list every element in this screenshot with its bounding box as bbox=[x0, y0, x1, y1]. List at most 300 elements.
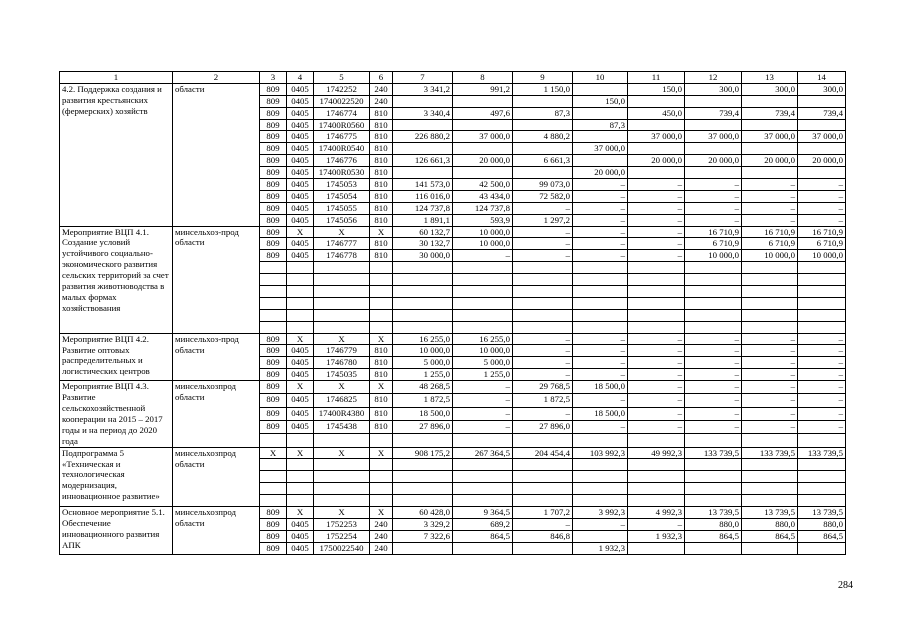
data-cell bbox=[260, 297, 287, 309]
data-cell: – bbox=[742, 381, 798, 394]
data-cell bbox=[798, 297, 846, 309]
data-cell: 1 255,0 bbox=[393, 369, 453, 381]
data-cell bbox=[573, 434, 628, 447]
data-cell: 1746779 bbox=[314, 345, 370, 357]
data-cell bbox=[798, 274, 846, 286]
data-cell: 18 500,0 bbox=[393, 407, 453, 420]
data-cell bbox=[798, 95, 846, 107]
data-cell bbox=[685, 167, 742, 179]
data-cell: – bbox=[685, 214, 742, 226]
data-cell: 1746825 bbox=[314, 394, 370, 407]
data-cell bbox=[370, 286, 393, 298]
data-cell bbox=[287, 495, 314, 507]
data-cell: 809 bbox=[260, 507, 287, 519]
data-cell bbox=[685, 321, 742, 333]
data-cell bbox=[742, 471, 798, 483]
program-name-cell: 4.2. Поддержка создания и развития крестьянских (фермерских) хозяйств bbox=[60, 83, 173, 226]
data-cell bbox=[513, 143, 573, 155]
header-cell: 5 bbox=[314, 72, 370, 84]
data-cell: 809 bbox=[260, 214, 287, 226]
data-cell bbox=[573, 286, 628, 298]
data-cell: 497,6 bbox=[453, 107, 513, 119]
table-row bbox=[60, 83, 846, 95]
data-cell: – bbox=[685, 333, 742, 345]
data-cell bbox=[573, 483, 628, 495]
data-cell: 4 992,3 bbox=[628, 507, 685, 519]
data-cell: 809 bbox=[260, 250, 287, 262]
data-cell: 16 255,0 bbox=[393, 333, 453, 345]
data-cell: 150,0 bbox=[573, 95, 628, 107]
data-cell: 4 880,2 bbox=[513, 131, 573, 143]
data-cell: – bbox=[742, 345, 798, 357]
data-cell: 809 bbox=[260, 167, 287, 179]
data-cell bbox=[742, 542, 798, 554]
program-name-cell: Мероприятие ВЦП 4.3. Развитие сельскохозяйственной кооперации на 2015 – 2017 годы и на период до 2020 года bbox=[60, 381, 173, 447]
data-cell bbox=[742, 434, 798, 447]
data-cell: 240 bbox=[370, 530, 393, 542]
data-cell bbox=[628, 262, 685, 274]
data-cell bbox=[287, 309, 314, 321]
data-cell: – bbox=[685, 369, 742, 381]
data-cell bbox=[393, 321, 453, 333]
data-cell: – bbox=[573, 369, 628, 381]
data-cell: 124 737,8 bbox=[453, 202, 513, 214]
data-cell bbox=[628, 119, 685, 131]
data-cell: 809 bbox=[260, 357, 287, 369]
data-cell: 0405 bbox=[287, 394, 314, 407]
data-cell: 1746778 bbox=[314, 250, 370, 262]
data-cell: 0405 bbox=[287, 202, 314, 214]
data-cell bbox=[370, 262, 393, 274]
data-cell bbox=[314, 459, 370, 471]
data-cell: – bbox=[685, 179, 742, 191]
data-cell: 17400R0540 bbox=[314, 143, 370, 155]
data-cell: 864,5 bbox=[453, 530, 513, 542]
data-cell bbox=[685, 143, 742, 155]
data-cell bbox=[393, 143, 453, 155]
data-cell: 60 428,0 bbox=[393, 507, 453, 519]
data-cell: – bbox=[628, 238, 685, 250]
data-cell: – bbox=[742, 190, 798, 202]
data-cell bbox=[685, 471, 742, 483]
responsible-cell: области bbox=[173, 83, 260, 226]
data-cell: 810 bbox=[370, 250, 393, 262]
data-cell: 1746775 bbox=[314, 131, 370, 143]
data-cell: – bbox=[742, 333, 798, 345]
data-cell bbox=[798, 471, 846, 483]
data-cell: X bbox=[370, 447, 393, 459]
data-cell: 20 000,0 bbox=[742, 155, 798, 167]
data-cell bbox=[685, 119, 742, 131]
data-cell: 880,0 bbox=[685, 518, 742, 530]
data-cell: 116 016,0 bbox=[393, 190, 453, 202]
data-cell bbox=[513, 495, 573, 507]
header-cell: 7 bbox=[393, 72, 453, 84]
data-cell: – bbox=[798, 421, 846, 434]
data-cell: 37 000,0 bbox=[798, 131, 846, 143]
data-cell bbox=[798, 286, 846, 298]
data-cell bbox=[798, 321, 846, 333]
data-cell bbox=[628, 434, 685, 447]
data-cell: 809 bbox=[260, 190, 287, 202]
data-cell: 87,3 bbox=[573, 119, 628, 131]
data-cell bbox=[393, 274, 453, 286]
table-row bbox=[60, 381, 846, 394]
data-cell: 1 297,2 bbox=[513, 214, 573, 226]
data-cell: 17400R0560 bbox=[314, 119, 370, 131]
data-cell: 1 150,0 bbox=[513, 83, 573, 95]
header-cell: 11 bbox=[628, 72, 685, 84]
data-cell bbox=[370, 483, 393, 495]
program-name-cell: Мероприятие ВЦП 4.2. Развитие оптовых распределительных и логистических центров bbox=[60, 333, 173, 381]
data-cell bbox=[314, 309, 370, 321]
data-cell: – bbox=[573, 357, 628, 369]
data-cell: 37 000,0 bbox=[685, 131, 742, 143]
data-cell: X bbox=[287, 447, 314, 459]
data-cell bbox=[628, 95, 685, 107]
data-cell: – bbox=[573, 333, 628, 345]
data-cell bbox=[393, 434, 453, 447]
data-cell bbox=[573, 309, 628, 321]
data-cell bbox=[573, 321, 628, 333]
data-cell: 0405 bbox=[287, 250, 314, 262]
data-cell: – bbox=[513, 333, 573, 345]
data-cell: – bbox=[573, 202, 628, 214]
data-cell: 3 340,4 bbox=[393, 107, 453, 119]
table-row bbox=[60, 507, 846, 519]
data-cell bbox=[260, 321, 287, 333]
data-cell: – bbox=[798, 179, 846, 191]
data-cell: 17400R0530 bbox=[314, 167, 370, 179]
data-cell bbox=[685, 297, 742, 309]
data-cell: 150,0 bbox=[628, 83, 685, 95]
data-cell bbox=[685, 262, 742, 274]
data-cell: 0405 bbox=[287, 407, 314, 420]
data-cell: 864,5 bbox=[685, 530, 742, 542]
data-cell bbox=[314, 274, 370, 286]
data-cell: – bbox=[685, 381, 742, 394]
data-cell bbox=[628, 495, 685, 507]
data-cell: – bbox=[513, 238, 573, 250]
data-cell bbox=[260, 471, 287, 483]
data-cell: – bbox=[628, 190, 685, 202]
data-cell: 16 710,9 bbox=[685, 226, 742, 238]
data-cell: 809 bbox=[260, 421, 287, 434]
data-cell bbox=[513, 286, 573, 298]
data-cell: 1740022520 bbox=[314, 95, 370, 107]
data-cell: 809 bbox=[260, 179, 287, 191]
header-cell: 1 bbox=[60, 72, 173, 84]
data-cell: – bbox=[685, 421, 742, 434]
data-cell: 809 bbox=[260, 143, 287, 155]
data-cell bbox=[513, 459, 573, 471]
data-cell bbox=[628, 483, 685, 495]
data-cell bbox=[742, 274, 798, 286]
data-cell: 809 bbox=[260, 238, 287, 250]
data-cell: 1 872,5 bbox=[513, 394, 573, 407]
data-cell: 48 268,5 bbox=[393, 381, 453, 394]
data-cell bbox=[685, 495, 742, 507]
data-cell: – bbox=[798, 345, 846, 357]
data-cell: – bbox=[628, 214, 685, 226]
data-cell: 0405 bbox=[287, 167, 314, 179]
data-cell bbox=[798, 434, 846, 447]
data-cell: 0405 bbox=[287, 83, 314, 95]
data-cell: – bbox=[798, 190, 846, 202]
data-cell: – bbox=[685, 407, 742, 420]
header-cell: 3 bbox=[260, 72, 287, 84]
data-cell: 6 710,9 bbox=[798, 238, 846, 250]
data-cell bbox=[314, 495, 370, 507]
data-cell bbox=[742, 143, 798, 155]
data-cell: 864,5 bbox=[798, 530, 846, 542]
data-cell bbox=[742, 167, 798, 179]
data-cell: – bbox=[628, 381, 685, 394]
data-cell: X bbox=[370, 226, 393, 238]
data-cell: 87,3 bbox=[513, 107, 573, 119]
data-cell bbox=[628, 471, 685, 483]
data-cell: X bbox=[287, 381, 314, 394]
data-cell: 0405 bbox=[287, 238, 314, 250]
data-cell: – bbox=[513, 357, 573, 369]
data-cell bbox=[573, 530, 628, 542]
data-cell: 908 175,2 bbox=[393, 447, 453, 459]
data-cell: 10 000,0 bbox=[453, 226, 513, 238]
data-cell: 1750022540 bbox=[314, 542, 370, 554]
data-cell: 13 739,5 bbox=[742, 507, 798, 519]
data-cell: 240 bbox=[370, 95, 393, 107]
data-cell: 1745035 bbox=[314, 369, 370, 381]
header-cell: 6 bbox=[370, 72, 393, 84]
data-cell: – bbox=[513, 226, 573, 238]
data-cell: – bbox=[798, 333, 846, 345]
data-cell bbox=[314, 321, 370, 333]
data-cell: 1 255,0 bbox=[453, 369, 513, 381]
data-cell: 0405 bbox=[287, 421, 314, 434]
data-cell: – bbox=[628, 226, 685, 238]
data-cell: 240 bbox=[370, 518, 393, 530]
data-cell: 809 bbox=[260, 107, 287, 119]
data-cell bbox=[628, 321, 685, 333]
data-cell: X bbox=[287, 226, 314, 238]
data-cell: 809 bbox=[260, 542, 287, 554]
data-cell bbox=[685, 286, 742, 298]
data-cell: 739,4 bbox=[742, 107, 798, 119]
data-cell: – bbox=[573, 421, 628, 434]
data-cell: 20 000,0 bbox=[685, 155, 742, 167]
data-cell bbox=[314, 286, 370, 298]
data-cell: 810 bbox=[370, 143, 393, 155]
data-cell: 141 573,0 bbox=[393, 179, 453, 191]
data-cell bbox=[453, 459, 513, 471]
data-cell: – bbox=[742, 357, 798, 369]
data-cell: 10 000,0 bbox=[393, 345, 453, 357]
table-row bbox=[60, 226, 846, 238]
data-cell: – bbox=[453, 394, 513, 407]
data-cell: 124 737,8 bbox=[393, 202, 453, 214]
data-cell: 27 896,0 bbox=[513, 421, 573, 434]
data-cell: X bbox=[314, 507, 370, 519]
data-cell: 0405 bbox=[287, 530, 314, 542]
data-cell: 0405 bbox=[287, 155, 314, 167]
data-cell: 809 bbox=[260, 369, 287, 381]
data-cell bbox=[513, 262, 573, 274]
data-cell: 1745053 bbox=[314, 179, 370, 191]
data-cell bbox=[453, 542, 513, 554]
data-cell bbox=[628, 542, 685, 554]
data-cell bbox=[287, 471, 314, 483]
data-cell: – bbox=[628, 394, 685, 407]
data-cell: 809 bbox=[260, 202, 287, 214]
data-cell: 300,0 bbox=[798, 83, 846, 95]
data-cell bbox=[685, 542, 742, 554]
data-cell: 0405 bbox=[287, 369, 314, 381]
data-cell: 880,0 bbox=[798, 518, 846, 530]
data-cell bbox=[393, 262, 453, 274]
data-cell bbox=[742, 495, 798, 507]
data-cell: 864,5 bbox=[742, 530, 798, 542]
data-cell: – bbox=[742, 214, 798, 226]
data-cell bbox=[573, 495, 628, 507]
data-cell: 0405 bbox=[287, 95, 314, 107]
data-cell bbox=[685, 459, 742, 471]
data-cell: 7 322,6 bbox=[393, 530, 453, 542]
data-cell bbox=[573, 131, 628, 143]
data-cell: 133 739,5 bbox=[798, 447, 846, 459]
data-cell: 810 bbox=[370, 119, 393, 131]
data-cell: – bbox=[513, 345, 573, 357]
data-cell bbox=[628, 459, 685, 471]
data-cell: 10 000,0 bbox=[453, 345, 513, 357]
data-cell bbox=[453, 286, 513, 298]
data-cell bbox=[573, 107, 628, 119]
data-cell bbox=[453, 309, 513, 321]
data-cell bbox=[742, 321, 798, 333]
data-cell: 204 454,4 bbox=[513, 447, 573, 459]
header-cell: 2 bbox=[173, 72, 260, 84]
data-cell: 17400R4380 bbox=[314, 407, 370, 420]
data-cell: 30 132,7 bbox=[393, 238, 453, 250]
data-cell bbox=[628, 286, 685, 298]
data-cell: – bbox=[742, 369, 798, 381]
data-cell: – bbox=[628, 518, 685, 530]
data-cell: 809 bbox=[260, 333, 287, 345]
data-cell: – bbox=[573, 345, 628, 357]
data-cell: 1745054 bbox=[314, 190, 370, 202]
data-cell bbox=[685, 274, 742, 286]
data-cell bbox=[798, 119, 846, 131]
data-cell: 6 710,9 bbox=[685, 238, 742, 250]
data-cell: – bbox=[453, 250, 513, 262]
data-cell: 810 bbox=[370, 345, 393, 357]
data-cell: 1 932,3 bbox=[573, 542, 628, 554]
data-cell bbox=[798, 483, 846, 495]
data-cell: 809 bbox=[260, 530, 287, 542]
data-cell: – bbox=[453, 381, 513, 394]
header-cell: 12 bbox=[685, 72, 742, 84]
data-cell bbox=[628, 274, 685, 286]
data-cell bbox=[685, 309, 742, 321]
data-cell bbox=[370, 434, 393, 447]
data-cell: 0405 bbox=[287, 214, 314, 226]
data-cell bbox=[393, 471, 453, 483]
data-cell bbox=[393, 167, 453, 179]
data-cell: 72 582,0 bbox=[513, 190, 573, 202]
data-cell bbox=[742, 459, 798, 471]
data-cell bbox=[260, 495, 287, 507]
responsible-cell: минсельхоз-прод области bbox=[173, 333, 260, 381]
data-cell: 1746777 bbox=[314, 238, 370, 250]
data-cell bbox=[287, 297, 314, 309]
data-cell bbox=[798, 167, 846, 179]
data-cell: 810 bbox=[370, 421, 393, 434]
program-name-cell: Мероприятие ВЦП 4.1. Создание условий устойчивого социально-экономического развития сельских территорий за счет развития животноводства в малых формах хозяйствования bbox=[60, 226, 173, 333]
data-cell: 739,4 bbox=[798, 107, 846, 119]
data-cell: 0405 bbox=[287, 345, 314, 357]
data-cell bbox=[513, 542, 573, 554]
page-number: 284 bbox=[838, 580, 853, 591]
data-cell: – bbox=[685, 345, 742, 357]
data-cell: 10 000,0 bbox=[453, 238, 513, 250]
data-cell: – bbox=[685, 190, 742, 202]
data-cell bbox=[453, 95, 513, 107]
data-cell bbox=[742, 297, 798, 309]
data-cell: 810 bbox=[370, 155, 393, 167]
data-cell: 3 341,2 bbox=[393, 83, 453, 95]
data-cell: 809 bbox=[260, 226, 287, 238]
data-cell: 809 bbox=[260, 119, 287, 131]
data-cell: 991,2 bbox=[453, 83, 513, 95]
data-cell: 18 500,0 bbox=[573, 407, 628, 420]
data-cell: – bbox=[798, 381, 846, 394]
data-cell bbox=[314, 483, 370, 495]
data-cell: – bbox=[628, 250, 685, 262]
data-cell bbox=[513, 119, 573, 131]
data-cell: – bbox=[742, 394, 798, 407]
data-cell: X bbox=[314, 226, 370, 238]
data-cell: X bbox=[370, 381, 393, 394]
data-cell: 49 992,3 bbox=[628, 447, 685, 459]
data-cell bbox=[370, 297, 393, 309]
data-cell bbox=[453, 262, 513, 274]
data-cell: – bbox=[742, 421, 798, 434]
data-cell: 810 bbox=[370, 190, 393, 202]
data-cell bbox=[453, 167, 513, 179]
data-cell bbox=[453, 297, 513, 309]
data-cell: 0405 bbox=[287, 143, 314, 155]
data-cell: 300,0 bbox=[685, 83, 742, 95]
data-cell bbox=[513, 95, 573, 107]
data-cell: 13 739,5 bbox=[798, 507, 846, 519]
header-cell: 8 bbox=[453, 72, 513, 84]
data-cell: 809 bbox=[260, 131, 287, 143]
data-cell bbox=[260, 483, 287, 495]
data-cell: – bbox=[628, 179, 685, 191]
data-cell: 810 bbox=[370, 369, 393, 381]
data-cell: – bbox=[685, 357, 742, 369]
data-cell: 809 bbox=[260, 155, 287, 167]
data-cell: – bbox=[685, 394, 742, 407]
data-cell: 450,0 bbox=[628, 107, 685, 119]
data-cell: – bbox=[685, 202, 742, 214]
data-cell bbox=[287, 274, 314, 286]
data-cell: 1746776 bbox=[314, 155, 370, 167]
data-cell: 16 710,9 bbox=[742, 226, 798, 238]
data-cell bbox=[287, 262, 314, 274]
data-cell: 689,2 bbox=[453, 518, 513, 530]
data-cell: 810 bbox=[370, 202, 393, 214]
data-cell: – bbox=[513, 369, 573, 381]
